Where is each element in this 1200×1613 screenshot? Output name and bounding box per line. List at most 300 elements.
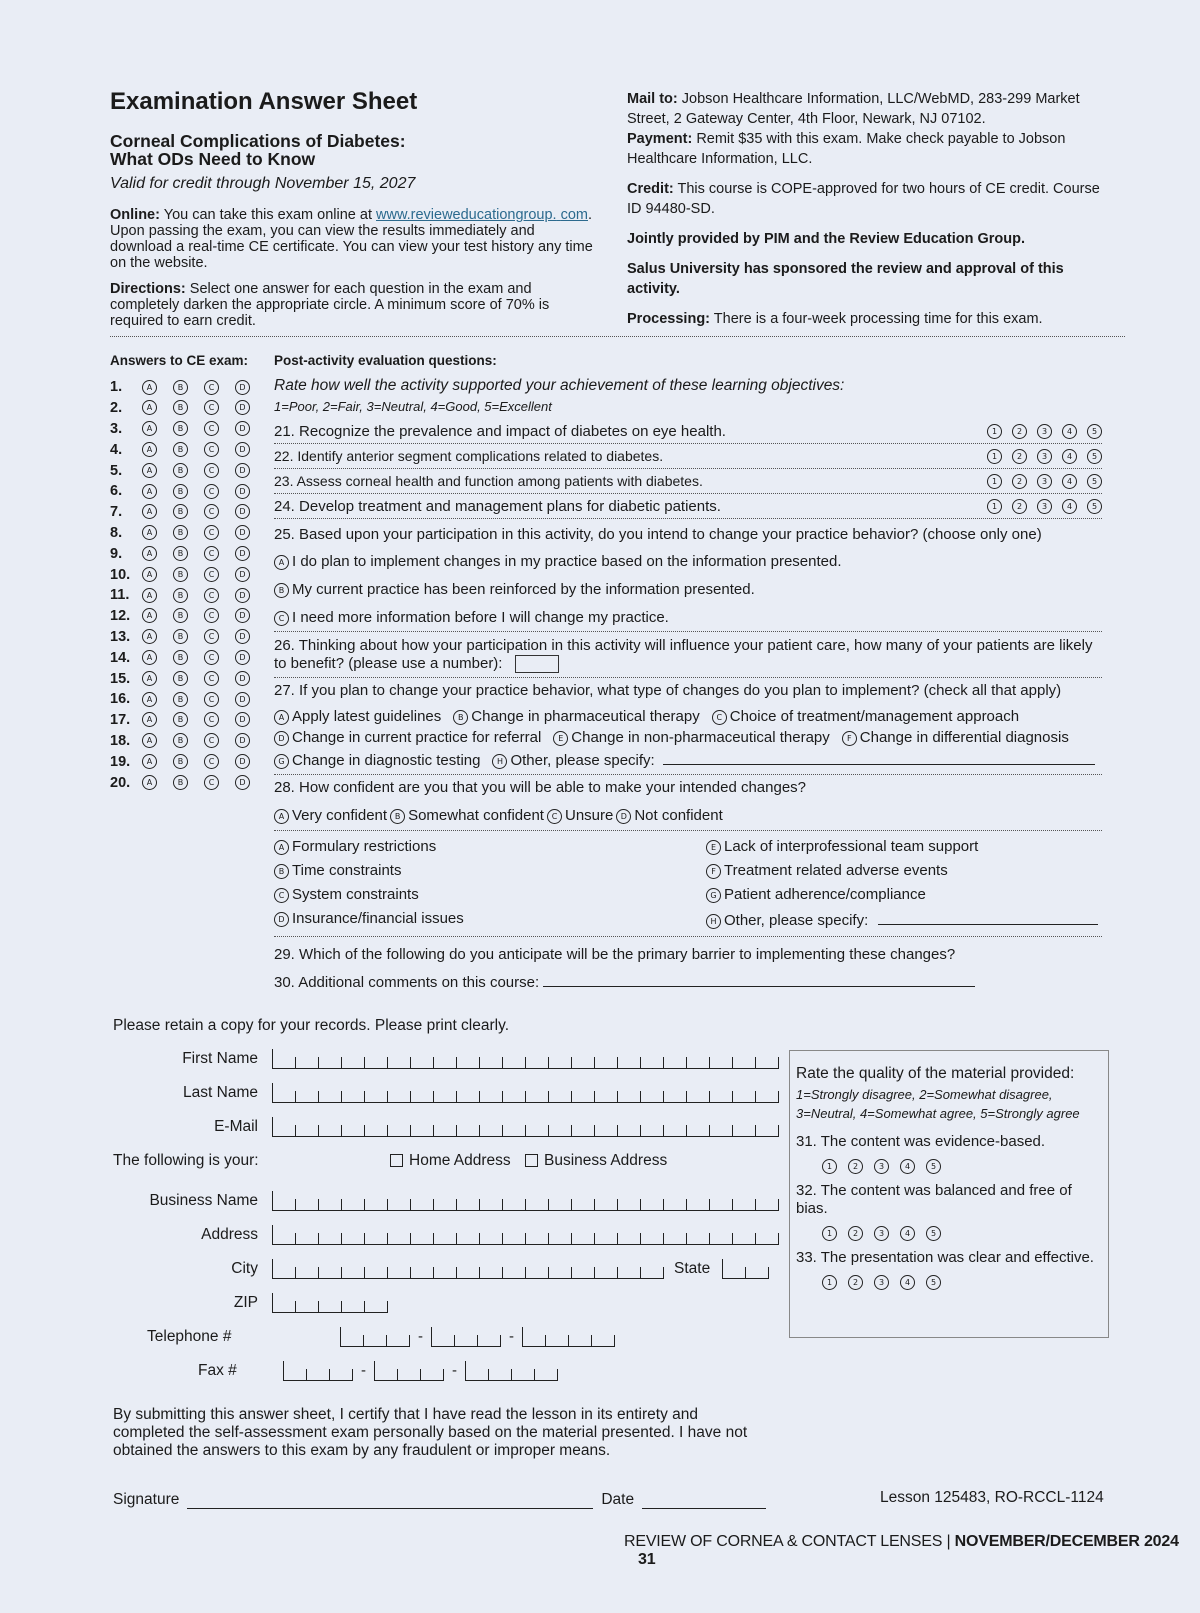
business-address-checkbox[interactable] xyxy=(525,1154,538,1167)
char-box xyxy=(618,1199,641,1210)
answer-option-wrap xyxy=(173,420,204,438)
rating-1[interactable]: 1 xyxy=(987,449,1002,464)
char-box xyxy=(503,1267,526,1278)
answer-option-a[interactable]: A xyxy=(142,629,157,644)
answer-option-b[interactable]: B xyxy=(173,525,188,540)
barrier-option[interactable] xyxy=(706,910,1102,934)
q31-ratings xyxy=(822,1157,1102,1174)
home-address-label: Home Address xyxy=(409,1152,511,1169)
course-title-line-1: Corneal Complications of Diabetes: xyxy=(110,131,406,151)
answer-option-b[interactable]: B xyxy=(173,650,188,665)
exam-website-link[interactable] xyxy=(376,207,588,223)
quality-rating-2[interactable]: 2 xyxy=(848,1275,863,1290)
answer-option-d[interactable]: D xyxy=(235,650,250,665)
char-box xyxy=(687,1125,710,1136)
answer-option-a[interactable]: A xyxy=(142,712,157,727)
answer-option-b[interactable]: B xyxy=(173,629,188,644)
answer-option-c[interactable]: C xyxy=(204,608,219,623)
city-field[interactable] xyxy=(272,1259,664,1279)
q25-option[interactable] xyxy=(274,553,842,581)
rating-1[interactable]: 1 xyxy=(987,424,1002,439)
q27-option-e-circle[interactable]: E xyxy=(553,731,568,746)
objectives-list xyxy=(274,419,1102,519)
quality-rating-2[interactable]: 2 xyxy=(848,1159,863,1174)
answer-option-b[interactable]: B xyxy=(173,463,188,478)
char-box xyxy=(411,1233,434,1244)
answer-option-wrap xyxy=(235,399,266,417)
char-box xyxy=(411,1125,434,1136)
date-line[interactable] xyxy=(642,1492,766,1509)
q27-option[interactable] xyxy=(274,708,441,725)
barrier-other-line[interactable] xyxy=(878,910,1098,925)
answer-option-d[interactable]: D xyxy=(235,567,250,582)
answer-option-d[interactable]: D xyxy=(235,588,250,603)
q27-option-row xyxy=(274,708,1104,729)
answer-row xyxy=(110,398,266,419)
answer-option-d[interactable]: D xyxy=(235,504,250,519)
q27-option[interactable] xyxy=(492,752,654,769)
rating-4[interactable]: 4 xyxy=(1062,474,1077,489)
char-box xyxy=(434,1125,457,1136)
answer-option-a[interactable]: A xyxy=(142,421,157,436)
answer-option-b[interactable]: B xyxy=(173,733,188,748)
char-box xyxy=(273,1233,296,1244)
answer-option-wrap xyxy=(204,462,235,480)
answer-option-a[interactable]: A xyxy=(142,775,157,790)
answer-option-c[interactable]: C xyxy=(204,484,219,499)
q27-option[interactable] xyxy=(274,752,480,769)
barrier-option-d-circle[interactable]: D xyxy=(274,912,289,927)
quality-rating-1[interactable]: 1 xyxy=(822,1226,837,1241)
answer-option-c[interactable]: C xyxy=(204,692,219,707)
answer-option-wrap xyxy=(173,670,204,688)
answer-option-a[interactable]: A xyxy=(142,504,157,519)
answer-option-b[interactable]: B xyxy=(173,608,188,623)
issue-date: NOVEMBER/DECEMBER 2024 xyxy=(954,1533,1179,1550)
answer-option-b[interactable]: B xyxy=(173,546,188,561)
char-box xyxy=(365,1233,388,1244)
q28-option[interactable] xyxy=(547,807,613,824)
quality-rating-5[interactable]: 5 xyxy=(926,1226,941,1241)
answer-option-a[interactable]: A xyxy=(142,754,157,769)
q25-option-a-circle[interactable]: A xyxy=(274,555,289,570)
char-box xyxy=(434,1057,457,1068)
answer-option-wrap xyxy=(204,711,235,729)
quality-rating-3[interactable]: 3 xyxy=(874,1226,889,1241)
answer-option-d[interactable]: D xyxy=(235,712,250,727)
answer-option-c[interactable]: C xyxy=(204,400,219,415)
q27-option-f-circle[interactable]: F xyxy=(842,731,857,746)
fax-area-code[interactable] xyxy=(283,1361,353,1381)
rating-3[interactable]: 3 xyxy=(1037,449,1052,464)
q25-option-b-circle[interactable]: B xyxy=(274,583,289,598)
barrier-option-h-circle[interactable]: H xyxy=(706,914,721,929)
q27-option[interactable] xyxy=(453,708,699,725)
rating-5[interactable]: 5 xyxy=(1087,449,1102,464)
rating-4[interactable]: 4 xyxy=(1062,499,1077,514)
rating-2[interactable]: 2 xyxy=(1012,499,1027,514)
answer-option-b[interactable]: B xyxy=(173,671,188,686)
answer-option-c[interactable]: C xyxy=(204,650,219,665)
answer-option-b[interactable]: B xyxy=(173,421,188,436)
answer-option-b[interactable]: B xyxy=(173,380,188,395)
first-name-field[interactable] xyxy=(272,1049,779,1069)
char-box xyxy=(572,1057,595,1068)
q27-option-a-circle[interactable]: A xyxy=(274,710,289,725)
telephone-prefix[interactable] xyxy=(431,1327,501,1347)
answer-option-wrap xyxy=(235,524,266,542)
online-text-1: You can take this exam online at xyxy=(163,207,372,223)
answer-option-c[interactable]: C xyxy=(204,504,219,519)
answer-option-wrap xyxy=(204,753,235,771)
barrier-option[interactable] xyxy=(274,910,706,934)
rating-4[interactable]: 4 xyxy=(1062,449,1077,464)
answer-option-b[interactable]: B xyxy=(173,754,188,769)
answer-option-wrap xyxy=(204,690,235,708)
fax-line[interactable] xyxy=(465,1361,558,1381)
email-field[interactable] xyxy=(272,1117,779,1137)
footer-separator: | xyxy=(946,1533,951,1550)
answer-option-d[interactable]: D xyxy=(235,692,250,707)
q27-text: 27. If you plan to change your practice behavior, what type of changes do you plan to implement? (check all that apply) xyxy=(274,682,1062,699)
char-box xyxy=(342,1233,365,1244)
char-box xyxy=(664,1091,687,1102)
answer-option-d[interactable]: D xyxy=(235,733,250,748)
q28-option[interactable] xyxy=(616,807,722,824)
answer-option-d[interactable]: D xyxy=(235,608,250,623)
answer-option-a[interactable]: A xyxy=(142,484,157,499)
email-label: E-Mail xyxy=(214,1118,258,1135)
answer-option-d[interactable]: D xyxy=(235,421,250,436)
answer-option-b[interactable]: B xyxy=(173,484,188,499)
q28-option[interactable] xyxy=(274,807,387,824)
rating-3[interactable]: 3 xyxy=(1037,499,1052,514)
answer-option-wrap xyxy=(173,628,204,646)
answer-option-a[interactable]: A xyxy=(142,400,157,415)
answer-option-wrap xyxy=(235,378,266,396)
address-field[interactable] xyxy=(272,1225,779,1245)
char-box xyxy=(733,1057,756,1068)
answer-option-wrap xyxy=(173,524,204,542)
answer-option-d[interactable]: D xyxy=(235,442,250,457)
fax-prefix[interactable] xyxy=(374,1361,444,1381)
answer-option-b[interactable]: B xyxy=(173,442,188,457)
answer-row xyxy=(110,731,266,752)
answer-option-b[interactable]: B xyxy=(173,504,188,519)
answer-option-b[interactable]: B xyxy=(173,400,188,415)
quality-rating-4[interactable]: 4 xyxy=(900,1275,915,1290)
address-type-label: The following is your: xyxy=(113,1152,259,1169)
answer-option-d[interactable]: D xyxy=(235,400,250,415)
home-address-checkbox[interactable] xyxy=(390,1154,403,1167)
quality-rating-4[interactable]: 4 xyxy=(900,1226,915,1241)
char-box xyxy=(319,1199,342,1210)
barrier-option-f-circle[interactable]: F xyxy=(706,864,721,879)
evaluation-instruction: Rate how well the activity supported your achievement of these learning objectives: xyxy=(274,377,845,394)
answer-option-wrap xyxy=(142,753,173,771)
q25-option[interactable] xyxy=(274,609,842,637)
barrier-option[interactable] xyxy=(274,862,706,886)
char-box xyxy=(526,1125,549,1136)
last-name-field[interactable] xyxy=(272,1083,779,1103)
link-part-2[interactable]: com xyxy=(560,207,588,223)
answer-option-b[interactable]: B xyxy=(173,692,188,707)
char-box xyxy=(641,1057,664,1068)
quality-rating-4[interactable]: 4 xyxy=(900,1159,915,1174)
link-part-1[interactable]: www.revieweducationgroup. xyxy=(376,207,557,223)
answer-option-c[interactable]: C xyxy=(204,525,219,540)
char-box xyxy=(273,1091,296,1102)
barrier-option-e-circle[interactable]: E xyxy=(706,840,721,855)
answer-option-wrap xyxy=(142,628,173,646)
char-box xyxy=(664,1057,687,1068)
objective-text: 23. Assess corneal health and function among patients with diabetes. xyxy=(274,473,703,489)
fax-field[interactable] xyxy=(283,1361,558,1381)
q27-option-h-circle[interactable]: H xyxy=(492,754,507,769)
answer-option-wrap xyxy=(204,607,235,625)
q28-option[interactable] xyxy=(390,807,544,824)
q27-option[interactable] xyxy=(553,729,830,746)
barrier-option[interactable] xyxy=(706,838,1102,862)
telephone-line[interactable] xyxy=(522,1327,615,1347)
answer-number: 8. xyxy=(110,524,123,541)
char-box xyxy=(710,1199,733,1210)
answer-option-d[interactable]: D xyxy=(235,775,250,790)
char-box xyxy=(434,1267,457,1278)
q25-option-label: I need more information before I will change my practice. xyxy=(292,609,669,626)
barrier-option-b-circle[interactable]: B xyxy=(274,864,289,879)
answer-option-c[interactable]: C xyxy=(204,463,219,478)
barrier-option-g-circle[interactable]: G xyxy=(706,888,721,903)
q27-option-label: Change in diagnostic testing xyxy=(292,752,481,769)
barrier-option[interactable] xyxy=(706,862,1102,886)
q32-ratings xyxy=(822,1224,1102,1241)
telephone-area-code[interactable] xyxy=(340,1327,410,1347)
answer-option-d[interactable]: D xyxy=(235,380,250,395)
answer-option-wrap xyxy=(173,774,204,792)
answer-option-a[interactable]: A xyxy=(142,442,157,457)
answer-option-b[interactable]: B xyxy=(173,712,188,727)
signature-row xyxy=(113,1491,766,1509)
answer-option-wrap xyxy=(235,732,266,750)
quality-rating-1[interactable]: 1 xyxy=(822,1275,837,1290)
zip-field[interactable] xyxy=(272,1293,388,1313)
answer-option-wrap xyxy=(142,566,173,584)
answer-option-wrap xyxy=(142,586,173,604)
rating-3[interactable]: 3 xyxy=(1037,474,1052,489)
answer-row xyxy=(110,460,266,481)
quality-rating-3[interactable]: 3 xyxy=(874,1275,889,1290)
q25-option[interactable] xyxy=(274,581,842,609)
barrier-option[interactable] xyxy=(706,886,1102,910)
char-box xyxy=(457,1233,480,1244)
answer-row xyxy=(110,543,266,564)
q28-option-d-circle[interactable]: D xyxy=(616,809,631,824)
q29-text: 29. Which of the following do you anticipate will be the primary barrier to implementing these changes? xyxy=(274,946,956,963)
char-box xyxy=(549,1199,572,1210)
q27-options xyxy=(274,708,1104,771)
processing-label: Processing: xyxy=(627,311,710,327)
char-box xyxy=(710,1057,733,1068)
rating-2[interactable]: 2 xyxy=(1012,474,1027,489)
char-box xyxy=(572,1125,595,1136)
answer-option-b[interactable]: B xyxy=(173,775,188,790)
state-field[interactable] xyxy=(722,1259,769,1279)
char-box xyxy=(756,1057,779,1068)
objective-ratings xyxy=(977,498,1102,515)
q27-option-c-circle[interactable]: C xyxy=(712,710,727,725)
telephone-field[interactable] xyxy=(340,1327,615,1347)
char-box xyxy=(296,1199,319,1210)
answer-option-a[interactable]: A xyxy=(142,567,157,582)
char-box xyxy=(365,1057,388,1068)
answer-option-c[interactable]: C xyxy=(204,671,219,686)
q28-option-b-circle[interactable]: B xyxy=(390,809,405,824)
answer-option-d[interactable]: D xyxy=(235,546,250,561)
barrier-option-c-circle[interactable]: C xyxy=(274,888,289,903)
q30-comment-line[interactable] xyxy=(543,972,975,987)
q25-option-c-circle[interactable]: C xyxy=(274,611,289,626)
zip-label: ZIP xyxy=(233,1294,258,1311)
rating-1[interactable]: 1 xyxy=(987,474,1002,489)
q27-option-g-circle[interactable]: G xyxy=(274,754,289,769)
answer-option-a[interactable]: A xyxy=(142,608,157,623)
q30-question xyxy=(274,972,975,991)
q27-option[interactable] xyxy=(274,729,541,746)
q28-option-c-circle[interactable]: C xyxy=(547,809,562,824)
answer-option-d[interactable]: D xyxy=(235,484,250,499)
char-box xyxy=(319,1301,342,1312)
quality-rating-5[interactable]: 5 xyxy=(926,1275,941,1290)
online-paragraph xyxy=(110,207,600,271)
answer-option-a[interactable]: A xyxy=(142,733,157,748)
q27-option-b-circle[interactable]: B xyxy=(453,710,468,725)
rating-1[interactable]: 1 xyxy=(987,499,1002,514)
quality-rating-5[interactable]: 5 xyxy=(926,1159,941,1174)
answer-option-c[interactable]: C xyxy=(204,733,219,748)
answer-option-wrap xyxy=(173,441,204,459)
char-box xyxy=(388,1233,411,1244)
quality-rating-2[interactable]: 2 xyxy=(848,1226,863,1241)
rating-2[interactable]: 2 xyxy=(1012,449,1027,464)
answer-option-d[interactable]: D xyxy=(235,525,250,540)
barrier-option[interactable] xyxy=(274,886,706,910)
answer-option-c[interactable]: C xyxy=(204,775,219,790)
answer-option-d[interactable]: D xyxy=(235,754,250,769)
answer-option-b[interactable]: B xyxy=(173,588,188,603)
answer-option-b[interactable]: B xyxy=(173,567,188,582)
answer-option-c[interactable]: C xyxy=(204,567,219,582)
answer-option-c[interactable]: C xyxy=(204,421,219,436)
q30-text: 30. Additional comments on this course: xyxy=(274,974,540,991)
char-box xyxy=(342,1091,365,1102)
answer-option-c[interactable]: C xyxy=(204,442,219,457)
q27-option[interactable] xyxy=(842,729,1069,746)
char-box xyxy=(549,1267,572,1278)
rating-2[interactable]: 2 xyxy=(1012,424,1027,439)
objective-row xyxy=(274,469,1102,494)
answer-option-a[interactable]: A xyxy=(142,671,157,686)
char-box xyxy=(434,1233,457,1244)
answer-option-a[interactable]: A xyxy=(142,588,157,603)
answer-option-wrap xyxy=(204,774,235,792)
rating-5[interactable]: 5 xyxy=(1087,474,1102,489)
quality-rating-3[interactable]: 3 xyxy=(874,1159,889,1174)
state-label: State xyxy=(674,1260,711,1277)
q31-text: 31. The content was evidence-based. xyxy=(796,1133,1046,1150)
q26-input[interactable] xyxy=(515,655,559,673)
answer-row xyxy=(110,585,266,606)
answer-option-a[interactable]: A xyxy=(142,692,157,707)
answer-option-c[interactable]: C xyxy=(204,588,219,603)
answer-option-d[interactable]: D xyxy=(235,629,250,644)
answer-option-a[interactable]: A xyxy=(142,546,157,561)
answer-option-c[interactable]: C xyxy=(204,754,219,769)
answer-option-c[interactable]: C xyxy=(204,629,219,644)
course-title-line-2: What ODs Need to Know xyxy=(110,149,316,169)
q27-option[interactable] xyxy=(712,708,1019,725)
answer-option-wrap xyxy=(204,586,235,604)
q27-other-line[interactable] xyxy=(663,750,1095,765)
char-box xyxy=(710,1233,733,1244)
char-box xyxy=(273,1267,296,1278)
barrier-option[interactable] xyxy=(274,838,706,862)
answer-number: 16. xyxy=(110,691,131,708)
q28-option-a-circle[interactable]: A xyxy=(274,809,289,824)
rating-5[interactable]: 5 xyxy=(1087,424,1102,439)
answer-option-a[interactable]: A xyxy=(142,650,157,665)
char-box xyxy=(365,1267,388,1278)
rating-3[interactable]: 3 xyxy=(1037,424,1052,439)
answer-option-d[interactable]: D xyxy=(235,671,250,686)
rating-4[interactable]: 4 xyxy=(1062,424,1077,439)
barrier-option-label: System constraints xyxy=(292,886,419,903)
char-box xyxy=(687,1091,710,1102)
quality-rating-1[interactable]: 1 xyxy=(822,1159,837,1174)
char-box xyxy=(549,1233,572,1244)
mail-paragraph xyxy=(627,89,1117,129)
business-name-field[interactable] xyxy=(272,1191,779,1211)
answer-option-a[interactable]: A xyxy=(142,463,157,478)
rating-5[interactable]: 5 xyxy=(1087,499,1102,514)
answer-number: 17. xyxy=(110,712,131,729)
q27-option-row xyxy=(274,729,1104,750)
objective-row xyxy=(274,494,1102,519)
char-box xyxy=(595,1091,618,1102)
q27-option-d-circle[interactable]: D xyxy=(274,731,289,746)
char-box xyxy=(342,1267,365,1278)
answer-option-a[interactable]: A xyxy=(142,380,157,395)
answer-row xyxy=(110,377,266,398)
answer-option-c[interactable]: C xyxy=(204,380,219,395)
answer-option-c[interactable]: C xyxy=(204,546,219,561)
credit-paragraph xyxy=(627,179,1117,219)
answer-option-c[interactable]: C xyxy=(204,712,219,727)
answer-option-a[interactable]: A xyxy=(142,525,157,540)
answer-number: 4. xyxy=(110,441,123,458)
objective-text: 22. Identify anterior segment complications related to diabetes. xyxy=(274,448,664,464)
answer-option-wrap xyxy=(204,566,235,584)
signature-line[interactable] xyxy=(187,1492,593,1509)
barrier-option-a-circle[interactable]: A xyxy=(274,840,289,855)
answer-option-wrap xyxy=(142,482,173,500)
answer-option-d[interactable]: D xyxy=(235,463,250,478)
char-box xyxy=(411,1199,434,1210)
q26-text: 26. Thinking about how your participation in this activity will influence your patient care, how many of your patients are likely to benefit? (please use a number): xyxy=(274,637,1093,672)
answer-number: 6. xyxy=(110,483,123,500)
publication-name: REVIEW OF CORNEA & CONTACT LENSES xyxy=(624,1533,943,1550)
char-box xyxy=(273,1199,296,1210)
